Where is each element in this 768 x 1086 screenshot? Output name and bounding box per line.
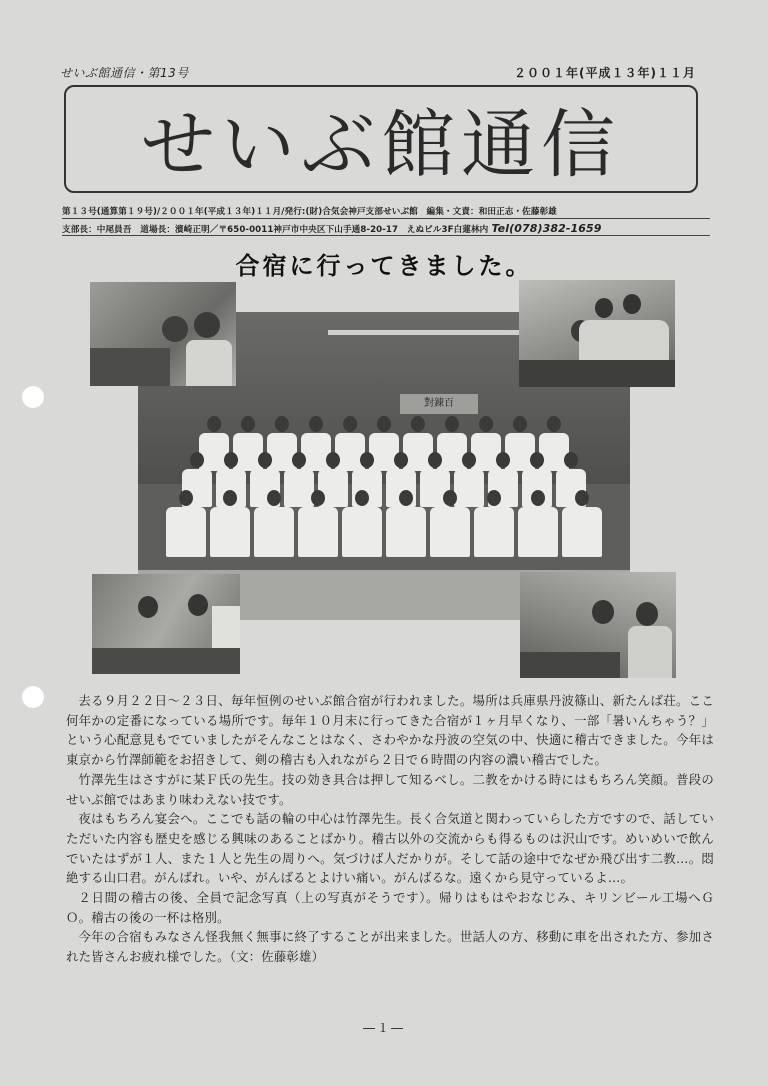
article-paragraph: 夜はもちろん宴会へ。ここでも話の輪の中心は竹澤先生。長く合気道と関わっていらした方ですので、話していただいた内容も歴史を感じる興味のあることばかり。稽古以外の交流からも得るものは沢山です。めいめいで飲んでいたはずが１人、また１人と先生の周りへ。気づけば人だかりが。そして話の途中でなぜか飛び出す二教…。悶絶する山口君。がんばれ。いや、がんばるとよけい痛い。がんばるな。遠くから見守っているよ…。 [66,811,714,886]
binder-hole-bottom [22,686,44,708]
party-photo-top-left [90,282,236,386]
photo-row-front [138,490,630,557]
party-photo-top-right [519,280,675,387]
page-number: ―１― [362,1021,405,1035]
article-body [66,691,714,967]
article-headline: 合宿に行ってきました。 [235,252,533,280]
issue-label: せいぶ館通信・第13号 [60,66,189,80]
party-photo-bottom-left [92,574,240,674]
dojo-plaque: 對錬百 [400,394,478,414]
article-paragraph: 今年の合宿もみなさん怪我無く無事に終了することが出来ました。世話人の方、移動に車を出された方、参加された皆さんお疲れ様でした。（文：佐藤彰雄） [66,929,714,965]
header-divider-bottom [62,235,710,236]
masthead-title: せいぶ館通信 [141,102,621,188]
tel-number: Tel(078)382-1659 [491,222,602,235]
article-paragraph: 竹澤先生はさすがに某Ｆ氏の先生。技の効き具合は押して知るべし。二教をかける時にはもちろん笑顔。普段のせいぶ館ではあまり味わえない技です。 [66,771,714,807]
publication-line: 第１３号(通算第１９号)/２００１年(平成１３年)１１月/発行:(財)合気会神戸支部せいぶ館 編集・文責：和田正志・佐藤彰雄 [62,207,557,217]
binder-hole-top [22,386,44,408]
masthead-box [64,85,698,193]
address-line [62,222,712,235]
header-divider [62,218,710,219]
article-paragraph: 去る９月２２日～２３日、毎年恒例のせいぶ館合宿が行われました。場所は兵庫県丹波篠山、新たんば荘。ここ何年かの定番になっている場所です。毎年１０月末に行ってきた合宿が１ヶ月早くなり、一部「暑いんちゃう？」という心配意見もでていましたがそんなことはなく、さわやかな丹波の空気の中、快適に稽古できました。今年は東京から竹澤師範をお招きして、剣の稽古も入れながら２日で６時間の内容の濃い稽古でした。 [66,693,714,768]
article-paragraph: ２日間の稽古の後、全員で記念写真（上の写真がそうです）。帰りはもはやおなじみ、キリンビール工場へＧＯ。稽古の後の一杯は格別。 [66,890,714,925]
ceiling-light [328,330,528,335]
party-photo-bottom-right [520,572,676,678]
date-label: ２００１年(平成１３年)１１月 [514,66,696,80]
address-text: 支部長：中尾員吾 道場長：濱崎正明／〒650-0011神戸市中央区下山手通8-20-17 えぬビル3F白蓮林内 [62,225,489,235]
